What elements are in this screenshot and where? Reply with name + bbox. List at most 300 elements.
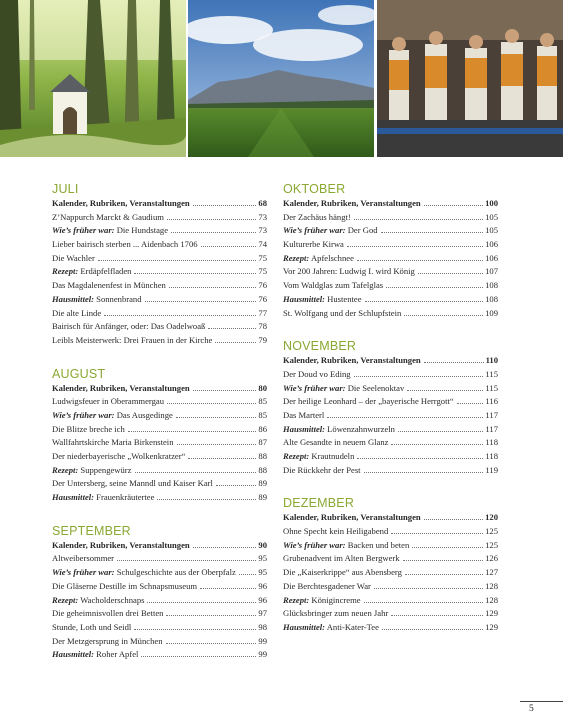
toc-entry-category: Rezept:: [52, 266, 79, 277]
toc-entry: [52, 238, 267, 252]
toc-entry: [283, 607, 498, 621]
toc-entry: [283, 211, 498, 225]
month-heading: AUGUST: [52, 366, 106, 381]
toc-entry-title: [283, 265, 415, 279]
toc-entry-text: Kalender, Rubriken, Veranstaltungen: [52, 382, 190, 393]
dot-leader: [354, 219, 483, 220]
toc-entry-title: [52, 279, 166, 293]
toc-entry-text: Kalender, Rubriken, Veranstaltungen: [283, 198, 421, 208]
toc-entry: [52, 539, 267, 553]
toc-entry-text: Die Blitze breche ich: [52, 423, 125, 434]
toc-entry-text: Der God: [345, 225, 378, 236]
toc-entry-title: [52, 293, 142, 307]
toc-entry-title: [283, 539, 409, 553]
toc-entry: [52, 334, 267, 348]
toc-entry-title: [283, 238, 344, 252]
toc-entry-title: [283, 368, 351, 382]
toc-entry-text: Schulgeschichte aus der Oberpfalz: [114, 567, 236, 578]
toc-entry-page: 125: [485, 539, 498, 550]
toc-entry-page: 85: [258, 396, 267, 407]
toc-entry-page: 128: [485, 594, 498, 605]
toc-entry-page: 78: [258, 321, 267, 332]
toc-entry: [283, 450, 498, 464]
toc-month-section: [52, 367, 267, 505]
toc-entry-title: [52, 450, 185, 464]
toc-entry-text: Die „Kaiserkrippe“ aus Abensberg: [283, 567, 402, 578]
dot-leader: [327, 417, 483, 418]
toc-entry: [283, 382, 498, 396]
dot-leader: [404, 315, 483, 316]
toc-entry-title: [52, 539, 190, 553]
toc-entry-text: Kalender, Rubriken, Veranstaltungen: [283, 355, 421, 366]
toc-entry-text: Anti-Kater-Tee: [325, 621, 379, 632]
dot-leader: [405, 574, 483, 575]
month-heading: OKTOBER: [283, 182, 346, 196]
toc-entry-title: [52, 477, 213, 491]
toc-entry-text: Die geheimnisvollen drei Betten: [52, 608, 164, 619]
toc-entry: [283, 252, 498, 266]
month-heading: JULI: [52, 182, 79, 196]
toc-entry-page: 125: [485, 526, 498, 537]
toc-entry: [52, 382, 267, 396]
toc-entry: [283, 265, 498, 279]
toc-entry-page: 88: [258, 451, 267, 461]
toc-entry: [52, 552, 267, 566]
toc-left-column: [52, 182, 267, 681]
dot-leader: [166, 615, 256, 616]
toc-entry-title: [283, 252, 354, 266]
toc-entry-category: Rezept:: [283, 451, 310, 461]
toc-entry-page: 119: [485, 464, 498, 475]
toc-entry-page: 75: [258, 252, 267, 263]
toc-entry-title: [283, 525, 388, 539]
toc-entry-title: [283, 423, 395, 437]
dot-leader: [193, 547, 257, 548]
folk-dancers-photo: [377, 0, 563, 157]
toc-entry-title: [283, 580, 371, 594]
dot-leader: [177, 444, 257, 445]
month-heading: DEZEMBER: [283, 496, 355, 511]
toc-entry-page: 85: [258, 409, 267, 420]
dot-leader: [141, 656, 256, 657]
toc-entry: [52, 464, 267, 478]
dot-leader: [193, 390, 257, 391]
dot-leader: [167, 219, 256, 220]
toc-entry-page: 115: [485, 382, 498, 393]
toc-entry-title: [52, 224, 168, 238]
forest-chapel-photo: [0, 0, 186, 157]
toc-entry-title: [283, 211, 351, 225]
toc-entry-page: 105: [485, 225, 498, 236]
toc-entry-text: Kalender, Rubriken, Veranstaltungen: [52, 539, 190, 550]
toc-entry: [52, 320, 267, 334]
dot-leader: [176, 417, 257, 418]
toc-entry-text: Bairisch für Anfänger, oder: Das Oadelwoaß: [52, 321, 206, 332]
dot-leader: [391, 533, 483, 534]
toc-entry: [52, 395, 267, 409]
toc-entry-page: 108: [485, 293, 498, 304]
toc-entry-text: Apfelschnee: [309, 252, 354, 263]
dot-leader: [407, 390, 483, 391]
toc-entry-page: 99: [258, 649, 267, 660]
toc-entry-page: 86: [258, 423, 267, 434]
toc-month-section: [283, 182, 498, 320]
toc-entry: [52, 197, 267, 211]
toc-entry-text: Löwenzahnwurzeln: [325, 423, 395, 434]
dot-leader: [167, 403, 256, 404]
toc-entry: [283, 580, 498, 594]
dot-leader: [374, 588, 483, 589]
toc-entry: [52, 621, 267, 635]
toc-entry-title: [283, 395, 454, 409]
toc-entry-page: 95: [258, 567, 267, 578]
dot-leader: [364, 472, 484, 473]
toc-entry-category: Hausmittel:: [283, 621, 326, 632]
toc-entry-title: [52, 594, 144, 608]
toc-entry-text: Frauenkräutertee: [94, 492, 155, 503]
toc-entry-page: 96: [258, 594, 267, 605]
toc-entry-title: [283, 224, 378, 238]
toc-entry-page: 79: [258, 334, 267, 345]
dot-leader: [201, 246, 257, 247]
toc-entry: [283, 511, 498, 525]
toc-entry-text: Kalender, Rubriken, Veranstaltungen: [283, 512, 421, 523]
dot-leader: [424, 519, 483, 520]
toc-entry-page: 88: [258, 464, 267, 475]
toc-entry-text: Der Zachäus hängt!: [283, 211, 351, 222]
dot-leader: [216, 485, 256, 486]
toc-entry-page: 126: [485, 553, 498, 564]
toc-entry-text: Leibls Meisterwerk: Drei Frauen in der Kirche: [52, 334, 213, 345]
dot-leader: [215, 342, 256, 343]
toc-entry-title: [52, 265, 131, 279]
toc-entry-text: Das Magdalenenfest in München: [52, 280, 166, 291]
toc-entry: [283, 354, 498, 368]
toc-entry: [52, 491, 267, 505]
toc-entry-title: [52, 436, 174, 450]
month-heading: NOVEMBER: [283, 339, 357, 354]
toc-entry-page: 99: [258, 635, 267, 646]
toc-entry-page: 75: [258, 266, 267, 277]
toc-entry-category: Rezept:: [52, 594, 79, 605]
toc-entry: [52, 580, 267, 594]
toc-entry-text: Suppengewürz: [78, 464, 132, 475]
toc-entry-page: 107: [485, 266, 498, 277]
toc-entry-text: Königincreme: [309, 594, 361, 605]
toc-entry-page: 117: [485, 423, 498, 434]
toc-entry: [52, 566, 267, 580]
toc-entry-text: Krautnudeln: [309, 451, 355, 461]
toc-entry-category: Hausmittel:: [283, 423, 326, 434]
toc-entry-title: [283, 464, 361, 478]
toc-entry: [52, 265, 267, 279]
toc-entry: [283, 464, 498, 478]
toc-entry-page: 106: [485, 239, 498, 250]
toc-entry-title: [283, 354, 421, 368]
dot-leader: [398, 431, 483, 432]
toc-entry-page: 80: [258, 382, 267, 393]
toc-entry: [52, 293, 267, 307]
toc-entry-page: 95: [258, 553, 267, 564]
toc-entry-text: Alte Gesandte in neuem Glanz: [283, 437, 389, 448]
toc-entry: [283, 621, 498, 635]
toc-entry-category: Wie’s früher war:: [52, 225, 115, 236]
toc-entry-text: Wallfahrtskirche Maria Birkenstein: [52, 437, 174, 448]
dot-leader: [386, 287, 483, 288]
dot-leader: [357, 260, 483, 261]
toc-entry-title: [52, 566, 236, 580]
toc-entry-text: Der Untersberg, seine Manndl und Kaiser Karl: [52, 478, 213, 489]
toc-entry-category: Wie’s früher war:: [283, 382, 346, 393]
dot-leader: [357, 458, 483, 459]
toc-entry: [283, 409, 498, 423]
toc-entry-title: [52, 307, 101, 321]
toc-entry-text: Die alte Linde: [52, 307, 102, 318]
toc-entry-page: 127: [485, 567, 498, 578]
toc-entry-title: [283, 409, 324, 423]
toc-entry-page: 73: [258, 211, 267, 222]
toc-entry-text: Die Seelenoktav: [345, 382, 405, 393]
dot-leader: [193, 205, 257, 206]
toc-entry-title: [283, 293, 362, 307]
toc-entry-page: 129: [485, 621, 498, 632]
dot-leader: [347, 246, 483, 247]
toc-entry-text: Die Hundstage: [114, 225, 169, 236]
toc-entry-text: Ohne Specht kein Heiligabend: [283, 526, 389, 537]
toc-entry-text: Vom Waldglas zum Tafelglas: [283, 280, 384, 291]
dot-leader: [147, 602, 256, 603]
toc-entry-page: 90: [258, 539, 267, 550]
dot-leader: [403, 560, 484, 561]
toc-entry-title: [52, 635, 163, 649]
toc-entry: [283, 566, 498, 580]
toc-month-section: [52, 182, 267, 348]
toc-entry-page: 118: [485, 437, 498, 448]
toc-entry: [283, 395, 498, 409]
toc-entry-text: Stunde, Loth und Seidl: [52, 621, 132, 632]
toc-entry-category: Wie’s früher war:: [283, 225, 346, 236]
toc-entry-text: Der heilige Leonhard – der „bayerische Herrgott“: [283, 396, 454, 407]
toc-entry-title: [52, 607, 163, 621]
toc-entry-title: [283, 382, 404, 396]
toc-entry: [283, 293, 498, 307]
toc-entry: [52, 409, 267, 423]
header-photo-strip: [0, 0, 563, 157]
toc-entry: [52, 423, 267, 437]
dot-leader: [134, 273, 256, 274]
dot-leader: [365, 301, 484, 302]
toc-entry-title: [52, 491, 154, 505]
toc-entry-page: 108: [485, 280, 498, 291]
toc-entry-text: Z’Nappurch Marckt & Gaudium: [52, 211, 164, 222]
toc-entry-page: 109: [485, 307, 498, 318]
toc-entry-page: 118: [485, 451, 498, 461]
toc-entry-category: Rezept:: [283, 594, 310, 605]
month-heading: SEPTEMBER: [52, 523, 131, 538]
toc-entry-page: 129: [485, 608, 498, 619]
toc-entry-page: 106: [485, 252, 498, 263]
toc-entry: [283, 594, 498, 608]
toc-entry: [52, 211, 267, 225]
toc-entry-text: Roher Apfel: [94, 649, 139, 660]
toc-entry: [52, 607, 267, 621]
toc-entry-title: [52, 464, 132, 478]
toc-entry: [52, 635, 267, 649]
toc-entry-page: 100: [485, 198, 498, 208]
toc-entry-text: Der Doud vo Eding: [283, 368, 351, 379]
dot-leader: [98, 260, 257, 261]
toc-entry-title: [283, 621, 379, 635]
dot-leader: [188, 458, 256, 459]
toc-entry-category: Wie’s früher war:: [283, 539, 346, 550]
toc-entry-text: Wacholderschnaps: [78, 594, 145, 605]
toc-entry: [283, 525, 498, 539]
toc-entry: [283, 307, 498, 321]
toc-entry-page: 97: [258, 608, 267, 619]
toc-entry-category: Wie’s früher war:: [52, 409, 115, 420]
dot-leader: [354, 376, 484, 377]
page-number: 5: [529, 704, 534, 714]
toc-entry-page: 74: [258, 239, 267, 250]
toc-entry: [283, 368, 498, 382]
toc-entry-category: Rezept:: [283, 252, 310, 263]
toc-entry-text: Das Marterl: [283, 409, 325, 420]
toc-entry: [52, 436, 267, 450]
toc-entry-text: Die Berchtesgadener War: [283, 580, 371, 591]
toc-entry-category: Hausmittel:: [52, 293, 95, 304]
toc-entry-page: 116: [485, 396, 498, 407]
toc-entry-page: 128: [485, 580, 498, 591]
toc-month-section: [283, 339, 498, 477]
toc-entry-text: Grubenadvent im Alten Bergwerk: [283, 553, 400, 564]
toc-entry: [52, 477, 267, 491]
toc-entry-page: 89: [258, 478, 267, 489]
toc-entry-title: [283, 607, 388, 621]
toc-entry-text: Backen und beten: [345, 539, 410, 550]
toc-entry-page: 96: [258, 580, 267, 591]
toc-entry: [283, 436, 498, 450]
dot-leader: [239, 574, 257, 575]
toc-entry: [283, 423, 498, 437]
toc-entry-title: [52, 320, 205, 334]
toc-entry-text: Lieber bairisch sterben ... Aidenbach 1706: [52, 239, 198, 250]
toc-entry-page: 117: [485, 409, 498, 420]
toc-entry-title: [283, 436, 388, 450]
toc-entry-title: [52, 211, 164, 225]
toc-entry-text: Die Rückkehr der Pest: [283, 464, 361, 475]
dot-leader: [117, 560, 256, 561]
toc-entry-text: Vor 200 Jahren: Ludwig I. wird König: [283, 266, 415, 277]
toc-entry-title: [283, 566, 402, 580]
toc-entry-title: [283, 307, 401, 321]
toc-entry-text: Der niederbayerische „Wolkenkratzer“: [52, 451, 186, 461]
dot-leader: [104, 315, 256, 316]
toc-entry-title: [52, 238, 198, 252]
toc-month-section: [283, 496, 498, 634]
toc-entry-title: [52, 252, 95, 266]
toc-entry: [52, 252, 267, 266]
toc-entry-title: [52, 580, 197, 594]
page-number-rule: [520, 701, 563, 702]
toc-entry-page: 120: [485, 512, 498, 523]
toc-entry-page: 68: [258, 198, 267, 208]
toc-entry-title: [283, 279, 383, 293]
toc-entry-title: [52, 621, 131, 635]
toc-entry-title: [283, 511, 421, 525]
toc-entry-text: Altweibersommer: [52, 553, 115, 564]
toc-entry-page: 115: [485, 368, 498, 379]
toc-entry-title: [52, 395, 164, 409]
mountain-meadow-photo: [188, 0, 374, 157]
dot-leader: [424, 205, 483, 206]
dot-leader: [145, 301, 257, 302]
toc-entry-text: St. Wolfgang und der Schlupfstein: [283, 307, 402, 318]
toc-entry-title: [283, 450, 354, 464]
dot-leader: [135, 472, 257, 473]
toc-entry-title: [52, 409, 173, 423]
toc-entry-page: 89: [258, 492, 267, 503]
toc-entry-text: Das Ausgedinge: [114, 409, 173, 420]
toc-entry-page: 77: [258, 307, 267, 318]
toc-entry: [52, 307, 267, 321]
toc-entry-category: Wie’s früher war:: [52, 567, 115, 578]
toc-entry: [283, 552, 498, 566]
toc-entry-text: Glücksbringer zum neuen Jahr: [283, 608, 389, 619]
toc-entry-text: Die Wachler: [52, 252, 95, 263]
toc-entry-title: [52, 552, 114, 566]
dot-leader: [200, 588, 256, 589]
dot-leader: [128, 431, 257, 432]
dot-leader: [391, 444, 483, 445]
toc-entry-title: [52, 382, 190, 396]
toc-entry-page: 87: [258, 437, 267, 448]
toc-entry: [52, 594, 267, 608]
toc-entry-title: [52, 648, 138, 662]
toc-entry-title: [52, 423, 125, 437]
toc-entry: [283, 279, 498, 293]
toc-entry-category: Rezept:: [52, 464, 79, 475]
toc-entry-title: [283, 197, 421, 211]
toc-entry-text: Kalender, Rubriken, Veranstaltungen: [52, 198, 190, 208]
toc-entry-title: [52, 197, 190, 211]
toc-entry-text: Erdäpfelfladen: [78, 266, 132, 277]
dot-leader: [382, 629, 483, 630]
dot-leader: [412, 547, 483, 548]
dot-leader: [418, 273, 483, 274]
toc-entry: [283, 238, 498, 252]
toc-entry-text: Die Gläserne Destille im Schnapsmuseum: [52, 580, 198, 591]
toc-entry-title: [283, 552, 400, 566]
dot-leader: [208, 328, 256, 329]
toc-entry-page: 110: [485, 355, 498, 366]
toc-entry-text: Sonnenbrand: [94, 293, 142, 304]
dot-leader: [166, 643, 257, 644]
toc-entry-page: 105: [485, 211, 498, 222]
dot-leader: [381, 232, 484, 233]
toc-entry-page: 98: [258, 621, 267, 632]
toc-entry-text: Ludwigsfeuer in Oberammergau: [52, 396, 164, 407]
toc-entry-page: 73: [258, 225, 267, 236]
toc-entry: [52, 450, 267, 464]
dot-leader: [157, 499, 256, 500]
dot-leader: [457, 403, 484, 404]
dot-leader: [364, 602, 484, 603]
toc-entry-page: 76: [258, 293, 267, 304]
toc-entry: [283, 539, 498, 553]
toc-entry-page: 76: [258, 280, 267, 291]
toc-entry-title: [283, 594, 361, 608]
toc-month-section: [52, 524, 267, 662]
